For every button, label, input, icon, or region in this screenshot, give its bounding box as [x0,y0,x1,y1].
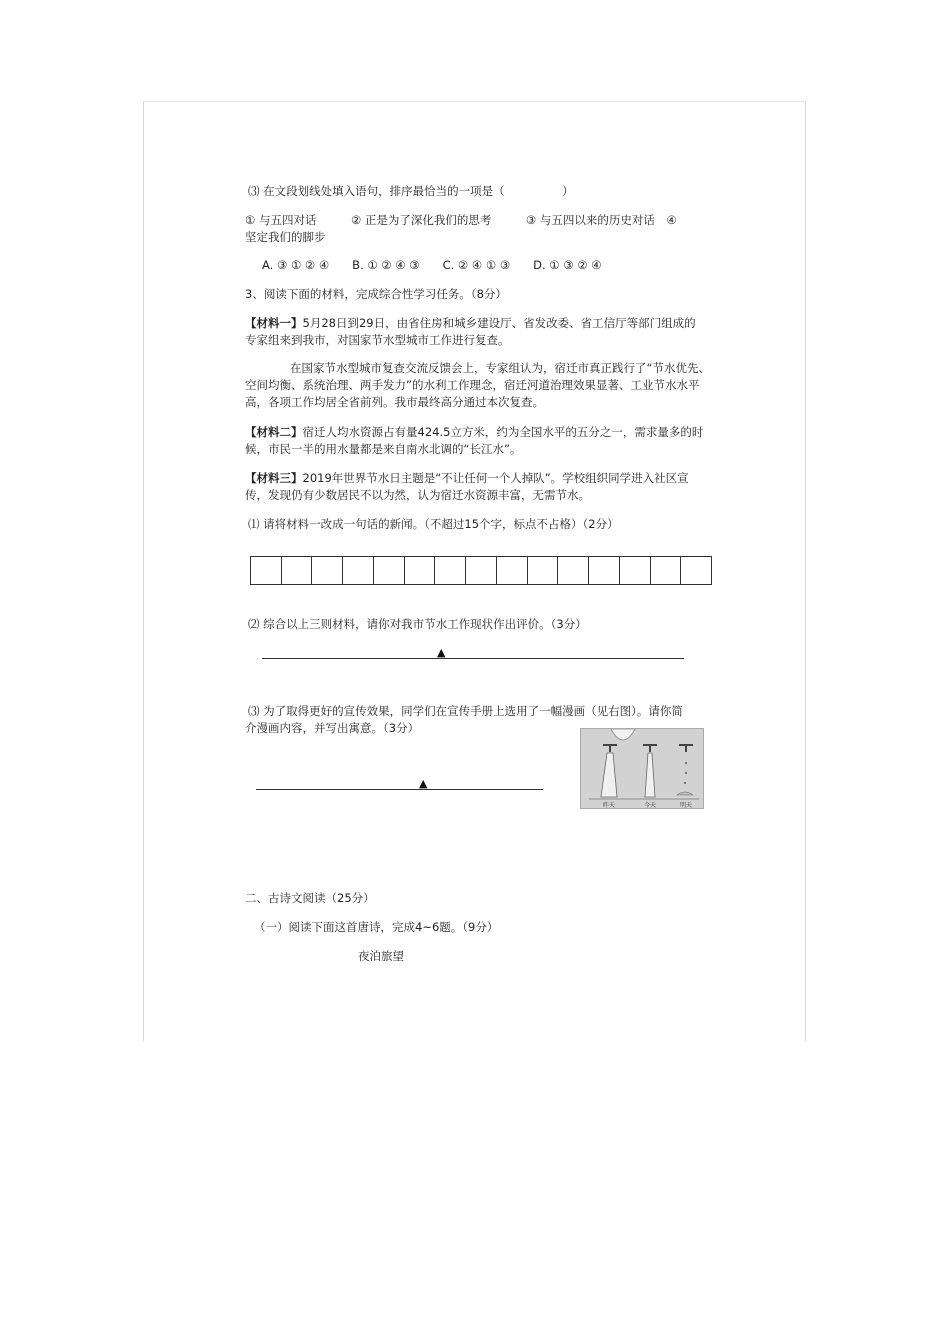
answer-line-3[interactable] [256,789,543,790]
material1-tag: 【材料一】 [245,316,303,330]
answer-grid-cell[interactable] [466,557,497,584]
material3-line2: 传，发现仍有少数居民不以为然，认为宿迁水资源丰富，无需节水。 [245,488,590,502]
material1-p1-line1: 5月28日到29日，由省住房和城乡建设厅、省发改委、省工信厅等部门组成的 [302,316,696,330]
answer-grid-cell[interactable] [620,557,651,584]
material2-line1 [245,424,703,441]
answer-grid-cell[interactable] [651,557,682,584]
material3-tag: 【材料三】 [245,471,303,485]
answer-grid-cell[interactable] [497,557,528,584]
q3-heading: 3、阅读下面的材料，完成综合性学习任务。（8分） [245,287,507,301]
cartoon-label-today: 今天 [643,802,657,809]
answer-grid-cell[interactable] [435,557,466,584]
cartoon-label-yesterday: 昨天 [602,802,616,809]
material2-line2: 候，市民一半的用水量都是来自南水北调的“长江水”。 [245,442,522,456]
material1-p2-line1: 在国家节水型城市复查交流反馈会上，专家组认为，宿迁市真正践行了“节水优先、 [290,361,710,375]
answer-grid-cell[interactable] [312,557,343,584]
answer-grid-cell[interactable] [558,557,589,584]
cartoon-label-tomorrow: 明天 [679,802,693,809]
q3-sub3-line2: 介漫画内容，并写出寓意。（3分） [245,721,420,735]
q2-sub3-prompt: ⑶ 在文段划线处填入语句，排序最恰当的一项是（ ） [248,184,574,198]
material2-line1-text: 宿迁人均水资源占有量424.5立方米，约为全国水平的五分之一，需求量多的时 [302,425,704,439]
cartoon-illustration [581,729,704,809]
q2-sub3-options: A. ③ ① ② ④ B. ① ② ④ ③ C. ② ④ ① ③ D. ① ③ ② ④ [262,258,602,272]
answer-line-2[interactable] [262,658,684,659]
answer-grid-cell[interactable] [251,557,282,584]
answer-grid-cell[interactable] [374,557,405,584]
section2-heading: 二、古诗文阅读（25分） [245,891,375,905]
answer-grid[interactable] [250,556,712,585]
material1-p2-line3: 高，各项工作均居全省前列。我市最终高分通过本次复查。 [245,395,544,409]
material1-p1-line2: 专家组来到我市，对国家节水型城市工作进行复查。 [245,333,510,347]
cartoon-image [580,728,704,809]
q3-sub1: ⑴ 请将材料一改成一句话的新闻。（不超过15个字，标点不占格）（2分） [248,517,619,531]
answer-grid-cell[interactable] [405,557,436,584]
q2-sub3-items-line2: 坚定我们的脚步 [245,230,326,244]
q2-sub3-items-line1: ① 与五四对话 ② 正是为了深化我们的思考 ③ 与五四以来的历史对话 ④ [245,213,677,227]
q3-sub3-line1: ⑶ 为了取得更好的宣传效果，同学们在宣传手册上选用了一幅漫画（见右图）。请你简 [248,704,683,718]
answer-grid-cell[interactable] [528,557,559,584]
material3-line1-text: 2019年世界节水日主题是“不让任何一个人掉队”。学校组织同学进入社区宣 [302,471,689,485]
section2-part1: （一）阅读下面这首唐诗，完成4~6题。（9分） [254,920,499,934]
answer-grid-cell[interactable] [282,557,313,584]
answer-marker-3: ▲ [419,777,428,790]
answer-grid-cell[interactable] [589,557,620,584]
material2-tag: 【材料二】 [245,425,303,439]
answer-grid-cell[interactable] [681,557,711,584]
answer-marker-2: ▲ [437,646,446,659]
q3-sub2: ⑵ 综合以上三则材料，请你对我市节水工作现状作出评价。（3分） [248,617,587,631]
material1-p2-line2: 空间均衡、系统治理、两手发力”的水利工作理念，宿迁河道治理效果显著、工业节水水平 [245,378,700,392]
answer-grid-cell[interactable] [343,557,374,584]
poem-title: 夜泊旅望 [358,949,404,963]
material1-line1 [245,315,696,332]
material3-line1 [245,470,689,487]
